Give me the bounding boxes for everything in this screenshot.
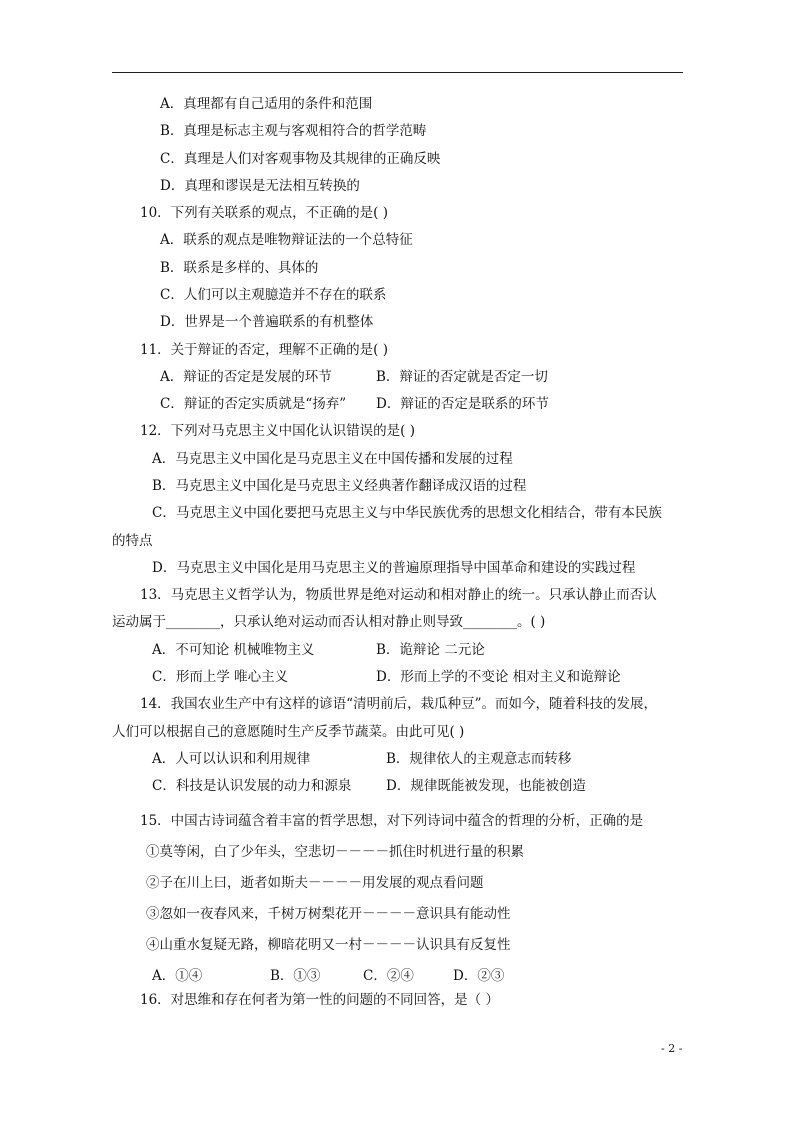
option-14d: D．规律既能被发现，也能被创造 (386, 778, 586, 794)
question-10: 10．下列有关联系的观点，不正确的是( ) (140, 205, 389, 221)
option-15c: C．②④ (363, 968, 414, 984)
option-11c: C．辩证的否定实质就是“扬弃” (160, 396, 347, 412)
option-9c: C．真理是人们对客观事物及其规律的正确反映 (160, 151, 441, 167)
option-13a: A．不可知论 机械唯物主义 (152, 642, 315, 658)
question-15: 15．中国古诗词蕴含着丰富的哲学思想，对下列诗词中蕴含的哲理的分析，正确的是 (140, 813, 644, 829)
option-13b: B．诡辩论 二元论 (376, 642, 485, 658)
option-10b: B．联系是多样的、具体的 (160, 260, 319, 276)
question-16: 16．对思维和存在何者为第一性的问题的不同回答，是（ ） (140, 992, 499, 1008)
statement-15-2: ②子在川上曰，逝者如斯夫－－－－用发展的观点看问题 (146, 875, 484, 891)
option-13c: C．形而上学 唯心主义 (152, 669, 289, 685)
option-15a: A．①④ (152, 968, 203, 984)
question-14: 14．我国农业生产中有这样的谚语“清明前后，栽瓜种豆”。而如今，随着科技的发展， (140, 696, 657, 712)
statement-15-3: ③忽如一夜春风来，千树万树梨花开－－－－意识具有能动性 (146, 906, 511, 922)
statement-15-4: ④山重水复疑无路，柳暗花明又一村－－－－认识具有反复性 (146, 937, 511, 953)
option-14a: A．人可以认识和利用规律 (152, 751, 311, 767)
option-12c-cont: 的特点 (112, 533, 153, 549)
option-11d: D．辩证的否定是联系的环节 (376, 396, 549, 412)
option-15b: B．①③ (270, 968, 321, 984)
option-9b: B．真理是标志主观与客观相符合的哲学范畴 (160, 123, 427, 139)
option-12d: D．马克思主义中国化是用马克思主义的普遍原理指导中国革命和建设的实践过程 (152, 560, 636, 576)
option-9d: D．真理和谬误是无法相互转换的 (160, 178, 360, 194)
option-10a: A．联系的观点是唯物辩证法的一个总特征 (160, 232, 413, 248)
question-12: 12．下列对马克思主义中国化认识错误的是( ) (140, 423, 416, 439)
option-12c: C．马克思主义中国化要把马克思主义与中华民族优秀的思想文化相结合，带有本民族 (152, 505, 662, 521)
option-10c: C．人们可以主观臆造并不存在的联系 (160, 287, 387, 303)
option-15d: D．②③ (453, 968, 505, 984)
option-11b: B．辩证的否定就是否定一切 (376, 369, 548, 385)
option-12a: A．马克思主义中国化是马克思主义在中国传播和发展的过程 (152, 451, 513, 467)
question-14-cont: 人们可以根据自己的意愿随时生产反季节蔬菜。由此可见( ) (112, 724, 465, 740)
statement-15-1: ①莫等闲，白了少年头，空悲切－－－－抓住时机进行量的积累 (146, 844, 524, 860)
option-12b: B．马克思主义中国化是马克思主义经典著作翻译成汉语的过程 (152, 478, 527, 494)
option-14b: B．规律依人的主观意志而转移 (386, 751, 572, 767)
option-13d: D．形而上学的不变论 相对主义和诡辩论 (376, 669, 621, 685)
question-13: 13．马克思主义哲学认为，物质世界是绝对运动和相对静止的统一。只承认静止而否认 (140, 587, 657, 603)
page-number: - 2 - (661, 1042, 683, 1055)
option-10d: D．世界是一个普遍联系的有机整体 (160, 314, 374, 330)
question-13-cont: 运动属于________，只承认绝对运动而否认相对静止则导致________。( ) (112, 614, 546, 630)
question-11: 11．关于辩证的否定，理解不正确的是( ) (140, 342, 389, 358)
option-14c: C．科技是认识发展的动力和源泉 (152, 778, 352, 794)
option-11a: A．辩证的否定是发展的环节 (160, 369, 332, 385)
header-rule (112, 72, 683, 73)
option-9a: A．真理都有自己适用的条件和范围 (160, 96, 373, 112)
